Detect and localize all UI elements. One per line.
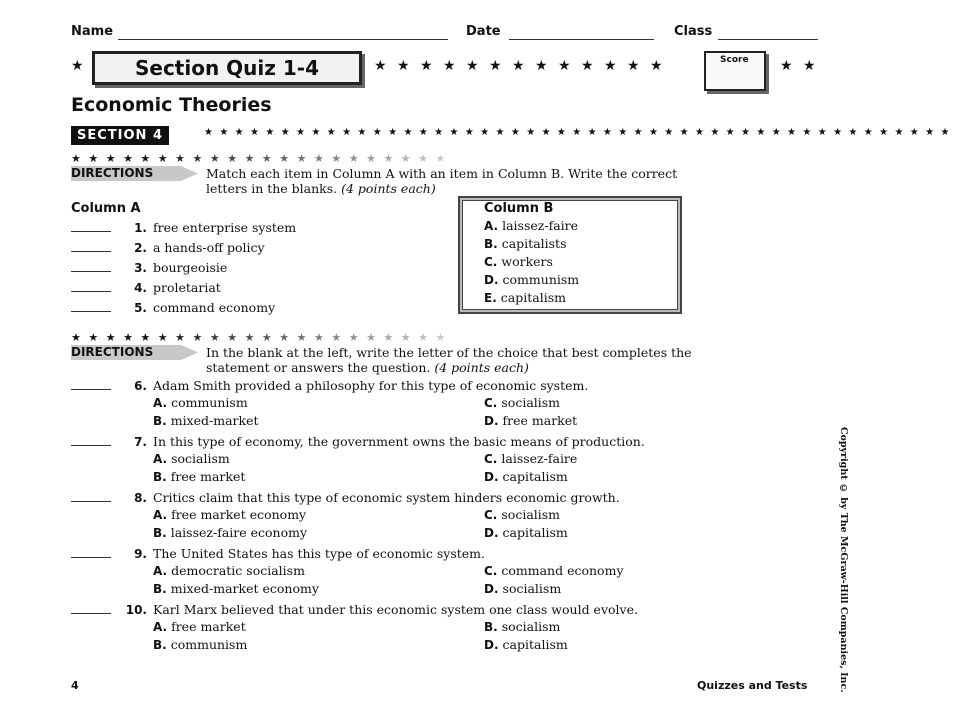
question <box>71 601 771 657</box>
question-text: Adam Smith provided a philosophy for this type of economic system. <box>153 378 589 393</box>
directions-line: letters in the blanks. <box>206 181 338 196</box>
option-text: free market <box>171 619 246 634</box>
item-text: communism <box>502 272 580 287</box>
column-a-heading: Column A <box>71 201 141 216</box>
item-letter: A. <box>484 219 499 233</box>
answer-option <box>484 562 624 580</box>
item-text: laissez-faire <box>502 218 579 233</box>
option-text: socialism <box>171 451 230 466</box>
question-number: 10. <box>125 603 147 617</box>
option-text: laissez-faire economy <box>170 525 308 540</box>
answer-blank[interactable] <box>71 433 111 446</box>
list-item <box>71 279 296 296</box>
class-blank[interactable] <box>718 39 818 40</box>
option-letter: B. <box>153 638 167 652</box>
star-divider: ★ ★ ★ ★ ★ ★ ★ ★ ★ ★ ★ ★ ★ ★ ★ ★ ★ ★ ★ ★ ★ ★ <box>71 152 448 165</box>
directions-tag <box>71 344 199 361</box>
list-item <box>484 271 579 289</box>
copyright-notice: Copyright © by The McGraw-Hill Companies, Inc. <box>838 427 849 693</box>
score-box[interactable] <box>704 51 766 91</box>
option-letter: A. <box>153 508 168 522</box>
points-note: (4 points each) <box>341 181 436 196</box>
list-item <box>71 239 296 256</box>
directions-line: statement or answers the question. <box>206 360 431 375</box>
option-text: democratic socialism <box>171 563 305 578</box>
option-text: mixed-market economy <box>170 581 319 596</box>
option-letter: A. <box>153 396 168 410</box>
question-list <box>71 377 771 657</box>
answer-option <box>484 506 560 524</box>
list-item <box>71 259 296 276</box>
answer-option <box>153 412 259 430</box>
page-title: Economic Theories <box>71 94 272 116</box>
page-number: 4 <box>71 679 79 692</box>
date-blank[interactable] <box>509 39 654 40</box>
option-letter: D. <box>484 582 499 596</box>
option-text: capitalism <box>502 637 568 652</box>
item-number: 2. <box>134 241 147 255</box>
part1-directions <box>206 166 746 196</box>
score-label: Score <box>720 55 749 65</box>
question <box>71 545 771 601</box>
answer-option <box>153 636 247 654</box>
answer-option <box>153 524 307 542</box>
answer-blank[interactable] <box>71 601 111 614</box>
option-letter: C. <box>484 508 498 522</box>
option-letter: D. <box>484 470 499 484</box>
answer-blank[interactable] <box>71 377 111 390</box>
directions-tag <box>71 165 199 182</box>
directions-label: DIRECTIONS <box>71 166 154 180</box>
option-text: socialism <box>502 581 562 596</box>
question-stem <box>71 377 771 394</box>
answer-blank[interactable] <box>71 545 111 558</box>
answer-blank[interactable] <box>71 299 111 312</box>
answer-option <box>484 394 560 412</box>
option-text: socialism <box>501 395 561 410</box>
list-item <box>71 219 296 236</box>
question <box>71 377 771 433</box>
question-stem <box>71 489 771 506</box>
star-divider: ★ ★ <box>780 58 819 74</box>
option-text: socialism <box>501 507 561 522</box>
item-letter: B. <box>484 237 498 251</box>
option-letter: C. <box>484 396 498 410</box>
item-text: capitalists <box>501 236 567 251</box>
answer-blank[interactable] <box>71 239 111 252</box>
column-a-list <box>71 219 296 316</box>
list-item <box>484 289 579 307</box>
answer-blank[interactable] <box>71 219 111 232</box>
answer-option <box>484 618 560 636</box>
option-text: socialism <box>501 619 561 634</box>
star-divider: ★ ★ ★ ★ ★ ★ ★ ★ ★ ★ ★ ★ ★ ★ ★ ★ ★ ★ ★ ★ ★ ★ <box>71 331 448 344</box>
part2-directions <box>206 345 746 375</box>
directions-line: In the blank at the left, write the letter of the choice that best completes the <box>206 345 692 360</box>
star-divider: ★ ★ ★ ★ ★ ★ ★ ★ ★ ★ ★ ★ ★ ★ ★ ★ ★ ★ ★ ★ ★ ★ ★ ★ ★ ★ ★ ★ ★ ★ ★ ★ ★ ★ ★ ★ ★ ★ ★ ★ ★ ★ ★ ★ ★ ★ ★ ★ ★ <box>204 127 952 138</box>
option-letter: B. <box>153 470 167 484</box>
option-text: mixed-market <box>170 413 259 428</box>
option-letter: A. <box>153 452 168 466</box>
answer-option <box>153 562 305 580</box>
option-text: capitalism <box>502 469 568 484</box>
name-blank[interactable] <box>118 39 448 40</box>
option-text: capitalism <box>502 525 568 540</box>
question-number: 7. <box>134 435 147 449</box>
directions-label: DIRECTIONS <box>71 345 154 359</box>
item-number: 5. <box>134 301 147 315</box>
answer-option <box>484 524 568 542</box>
question-stem <box>71 545 771 562</box>
section-tag: SECTION 4 <box>71 126 169 145</box>
option-letter: A. <box>153 620 168 634</box>
answer-option <box>153 506 306 524</box>
item-text: proletariat <box>153 280 221 295</box>
option-letter: C. <box>484 452 498 466</box>
option-letter: B. <box>153 414 167 428</box>
item-text: a hands-off policy <box>153 240 265 255</box>
option-text: free market economy <box>171 507 307 522</box>
column-b-heading: Column B <box>484 201 554 216</box>
book-title: Quizzes and Tests <box>697 679 808 692</box>
answer-option <box>484 468 568 486</box>
answer-option <box>153 394 248 412</box>
question-number: 9. <box>134 547 147 561</box>
item-number: 1. <box>134 221 147 235</box>
list-item <box>484 235 579 253</box>
item-text: workers <box>501 254 553 269</box>
answer-option <box>153 468 245 486</box>
answer-blank[interactable] <box>71 259 111 272</box>
answer-option <box>153 618 246 636</box>
option-letter: D. <box>484 638 499 652</box>
option-text: free market <box>170 469 246 484</box>
answer-option <box>484 636 568 654</box>
star-divider: ★ <box>71 58 87 74</box>
item-letter: E. <box>484 291 497 305</box>
question-number: 6. <box>134 379 147 393</box>
item-text: bourgeoisie <box>153 260 228 275</box>
class-label: Class <box>674 24 713 39</box>
option-letter: D. <box>484 414 499 428</box>
list-item <box>71 299 296 316</box>
option-text: laissez-faire <box>501 451 578 466</box>
option-letter: D. <box>484 526 499 540</box>
option-letter: C. <box>484 564 498 578</box>
quiz-title-box <box>92 51 362 85</box>
column-b-list <box>484 217 579 307</box>
option-text: command economy <box>501 563 624 578</box>
star-divider: ★ ★ ★ ★ ★ ★ ★ ★ ★ ★ ★ ★ ★ <box>374 58 666 74</box>
question <box>71 433 771 489</box>
question-text: The United States has this type of economic system. <box>153 546 485 561</box>
item-letter: C. <box>484 255 498 269</box>
question-stem <box>71 601 771 618</box>
date-label: Date <box>466 24 501 39</box>
item-number: 4. <box>134 281 147 295</box>
question-stem <box>71 433 771 450</box>
answer-option <box>484 412 577 430</box>
list-item <box>484 217 579 235</box>
option-letter: B. <box>153 582 167 596</box>
option-text: communism <box>171 395 248 410</box>
item-text: command economy <box>153 300 276 315</box>
option-letter: A. <box>153 564 168 578</box>
item-text: capitalism <box>500 290 566 305</box>
question-text: Critics claim that this type of economic system hinders economic growth. <box>153 490 620 505</box>
name-label: Name <box>71 24 114 39</box>
answer-option <box>484 450 577 468</box>
question <box>71 489 771 545</box>
answer-option <box>153 580 319 598</box>
question-text: In this type of economy, the government owns the basic means of production. <box>153 434 645 449</box>
points-note: (4 points each) <box>434 360 529 375</box>
list-item <box>484 253 579 271</box>
option-text: free market <box>502 413 578 428</box>
option-letter: B. <box>484 620 498 634</box>
directions-line: Match each item in Column A with an item in Column B. Write the correct <box>206 166 678 181</box>
question-text: Karl Marx believed that under this economic system one class would evolve. <box>153 602 638 617</box>
answer-option <box>484 580 561 598</box>
answer-option <box>153 450 230 468</box>
answer-blank[interactable] <box>71 489 111 502</box>
quiz-title: Section Quiz 1-4 <box>134 56 319 80</box>
option-letter: B. <box>153 526 167 540</box>
item-number: 3. <box>134 261 147 275</box>
question-number: 8. <box>134 491 147 505</box>
answer-blank[interactable] <box>71 279 111 292</box>
option-text: communism <box>170 637 248 652</box>
item-text: free enterprise system <box>153 220 297 235</box>
item-letter: D. <box>484 273 499 287</box>
